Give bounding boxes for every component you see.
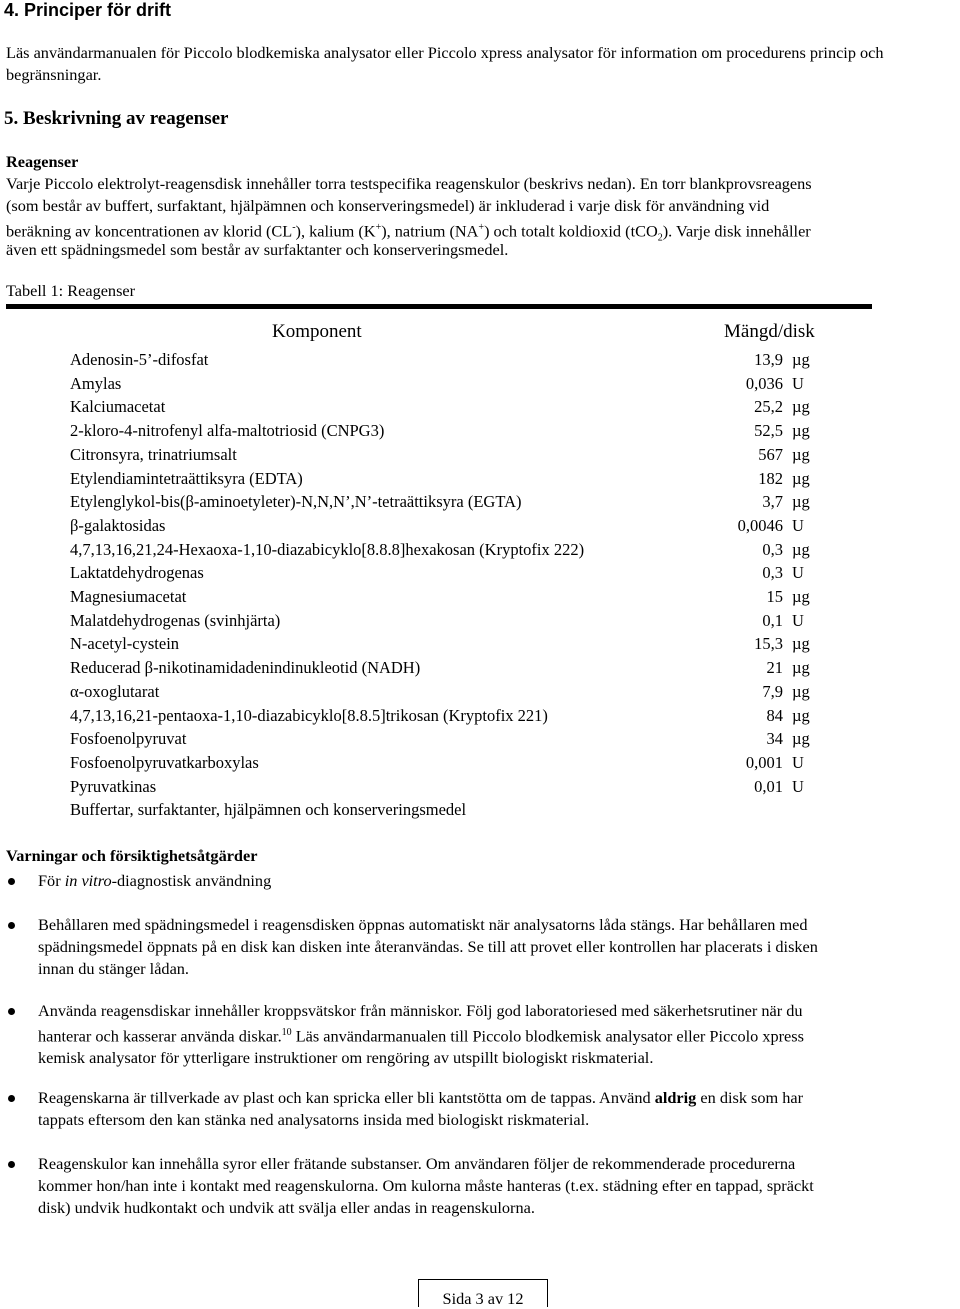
amount-value: 21 (766, 658, 783, 678)
amount-value: 52,5 (754, 421, 783, 441)
table-row (70, 777, 830, 799)
component-name: α-oxoglutarat (70, 681, 160, 701)
amount-value: 0,01 (754, 776, 783, 796)
amount-unit: µg (792, 729, 810, 749)
amount-unit: U (792, 752, 804, 772)
table-row (70, 800, 830, 822)
component-name: N-acetyl-cystein (70, 634, 180, 654)
amount-unit: U (792, 776, 804, 796)
table-row (70, 706, 830, 728)
table-row (70, 516, 830, 538)
bullet-icon (8, 1095, 15, 1102)
column-header-component: Komponent (272, 321, 362, 342)
table-row (70, 729, 830, 751)
component-name: β-galaktosidas (70, 515, 166, 535)
component-name: Magnesiumacetat (70, 587, 187, 606)
table-row (70, 611, 830, 633)
component-name: Pyruvatkinas (70, 776, 157, 796)
component-name: Kalciumacetat (70, 397, 166, 417)
table-row (70, 634, 830, 656)
table-row (70, 587, 830, 609)
table-row (70, 540, 830, 562)
table-row (70, 563, 830, 585)
bullet-icon (8, 922, 15, 929)
amount-value: 567 (758, 444, 783, 464)
amount-value: 182 (758, 468, 783, 488)
amount-unit: U (792, 373, 804, 393)
reagents-subheading: Reagenser (6, 152, 79, 171)
reagents-line-3: beräkning av koncentrationen av klorid (CL-), kalium (K+), natrium (NA+) och totalt koldioxid (tCO$_2$). Varje disk innehåller (6, 221, 811, 244)
amount-value: 7,9 (762, 681, 783, 701)
amount-value: 84 (766, 705, 783, 725)
amount-value: 34 (766, 729, 783, 749)
amount-value: 25,2 (754, 397, 783, 417)
table-row (70, 397, 830, 419)
amount-value: 0,001 (745, 752, 783, 772)
table-row (70, 350, 830, 372)
table-row (70, 753, 830, 775)
bullet-icon (8, 1161, 15, 1168)
component-name: Etylenglykol-bis(β-aminoetyleter)-N,N,N’,N’-tetraättiksyra (EGTA) (70, 492, 522, 512)
warnings-heading: Varningar och försiktighetsåtgärder (6, 846, 258, 865)
reagents-line-2: (som består av buffert, surfaktant, hjälpämnen och konserveringsmedel) är inkluderad i varje disk för användning vid (6, 196, 770, 215)
table-row (70, 374, 830, 396)
bullet-icon (8, 878, 15, 885)
amount-unit: U (792, 515, 804, 535)
section-4-paragraph: Läs användarmanualen för Piccolo blodkemiska analysator eller Piccolo xpress analysator för information om procedurens princip och begränsningar. (6, 43, 884, 84)
amount-value: 0,3 (762, 539, 783, 559)
component-name: Etylendiamintetraättiksyra (EDTA) (70, 468, 303, 488)
amount-unit: µg (792, 468, 810, 488)
amount-unit: µg (792, 492, 810, 512)
page-number: Sida 3 av 12 (442, 1289, 524, 1308)
amount-unit: µg (792, 658, 810, 678)
amount-unit: U (792, 610, 804, 630)
amount-unit: µg (792, 397, 810, 417)
page-footer (418, 1279, 548, 1307)
amount-unit: µg (792, 705, 810, 725)
component-name: Malatdehydrogenas (svinhjärta) (70, 610, 281, 630)
section-4-heading: 4. Principer för drift (4, 0, 172, 20)
table-title: Tabell 1: Reagenser (6, 281, 136, 300)
table-row (70, 682, 830, 704)
table-row (70, 492, 830, 514)
table-top-rule (6, 304, 872, 309)
bullet-icon (8, 1008, 15, 1015)
component-name: Laktatdehydrogenas (70, 563, 204, 583)
component-name: Fosfoenolpyruvatkarboxylas (70, 752, 259, 772)
amount-unit: µg (792, 444, 810, 464)
amount-value: 0,3 (762, 563, 783, 583)
amount-value: 3,7 (762, 492, 783, 512)
table-row (70, 445, 830, 467)
amount-unit: µg (792, 350, 810, 369)
amount-unit: U (792, 563, 804, 583)
component-name: Amylas (70, 373, 122, 393)
amount-value: 0,1 (762, 610, 783, 630)
component-name: Fosfoenolpyruvat (70, 729, 187, 749)
column-header-amount: Mängd/disk (724, 321, 815, 342)
table-row (70, 421, 830, 443)
amount-value: 0,0046 (737, 515, 783, 535)
amount-value: 13,9 (754, 350, 783, 369)
amount-value: 15 (766, 587, 783, 606)
amount-unit: µg (792, 421, 810, 441)
component-name: 4,7,13,16,21,24-Hexaoxa-1,10-diazabicyklo[8.8.8]hexakosan (Kryptofix 222) (70, 539, 585, 559)
component-name: Adenosin-5’-difosfat (70, 350, 209, 369)
table-row (70, 658, 830, 680)
component-name: 4,7,13,16,21-pentaoxa-1,10-diazabicyklo[8.8.5]trikosan (Kryptofix 221) (70, 705, 548, 725)
component-name: 2-kloro-4-nitrofenyl alfa-maltotriosid (CNPG3) (70, 421, 385, 441)
amount-unit: µg (792, 681, 810, 701)
table-row (70, 469, 830, 491)
component-name: Reducerad β-nikotinamidadenindinukleotid (NADH) (70, 658, 421, 678)
amount-unit: µg (792, 634, 810, 654)
reagents-line-1: Varje Piccolo elektrolyt-reagensdisk innehåller torra testspecifika reagenskulor (beskrivs nedan). En torr blankprovsreagens (6, 174, 812, 193)
reagents-line-4: även ett spädningsmedel som består av surfaktanter och konserveringsmedel. (6, 240, 509, 259)
amount-unit: µg (792, 539, 810, 559)
amount-unit: µg (792, 587, 810, 606)
component-name: Buffertar, surfaktanter, hjälpämnen och konserveringsmedel (70, 800, 467, 820)
amount-value: 0,036 (745, 373, 783, 393)
section-5-heading: 5. Beskrivning av reagenser (4, 108, 229, 129)
component-name: Citronsyra, trinatriumsalt (70, 444, 237, 464)
amount-value: 15,3 (754, 634, 783, 654)
